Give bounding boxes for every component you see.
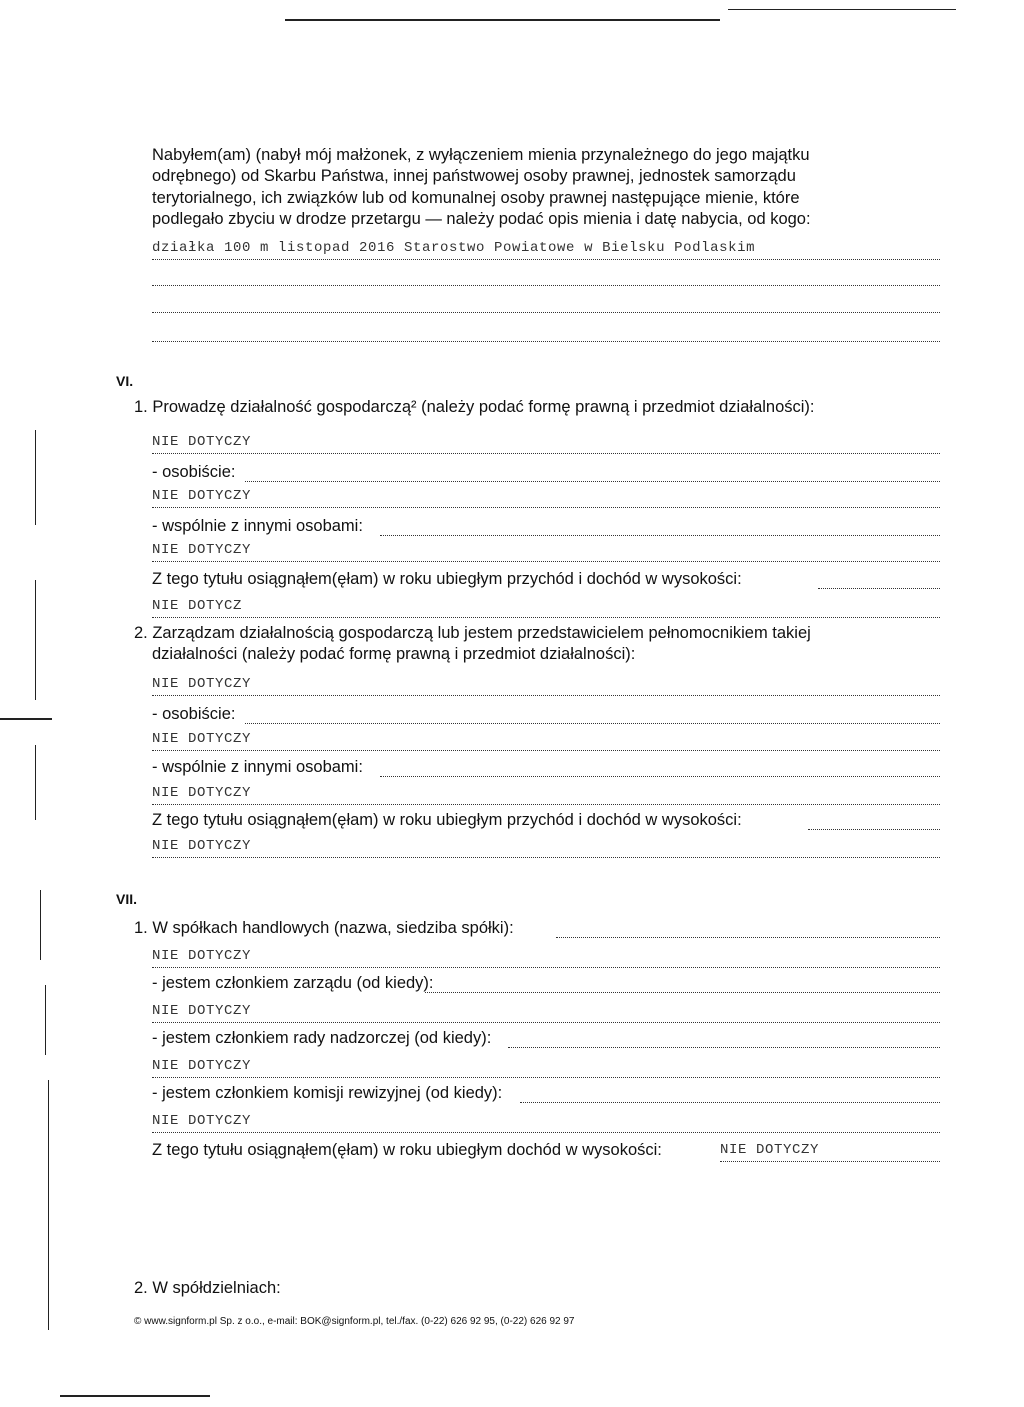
management-answer[interactable]: NIE DOTYCZY	[152, 673, 940, 696]
scan-artifact-bottom	[60, 1395, 210, 1397]
business-activity-question: 1. Prowadzę działalność gospodarczą² (należy podać formę prawną i przedmiot działalności):	[134, 398, 815, 416]
intro-blank-line-2[interactable]	[152, 311, 940, 313]
audit-committee-line[interactable]	[520, 1101, 940, 1103]
supervisory-board-line[interactable]	[508, 1046, 940, 1048]
business-personal-line[interactable]	[245, 480, 940, 482]
companies-line[interactable]	[556, 936, 940, 938]
footer-copyright: © www.signform.pl Sp. z o.o., e-mail: BOK@signform.pl, tel./fax. (0-22) 626 92 95, (0-22) 626 92 97	[134, 1316, 575, 1327]
section-vii-heading: VII.	[116, 891, 138, 907]
business-personal-label: - osobiście:	[152, 463, 236, 481]
board-member-label: - jestem członkiem zarządu (od kiedy):	[152, 974, 434, 992]
management-question-line-1: 2. Zarządzam działalnością gospodarczą lub jestem przedstawicielem pełnomocnikiem takiej	[134, 624, 811, 642]
management-personal-label: - osobiście:	[152, 705, 236, 723]
intro-line-3: terytorialnego, ich związków lub od komunalnej osoby prawnej następujące mienie, które	[152, 189, 800, 207]
scan-artifact-left-4	[40, 890, 41, 960]
board-member-answer[interactable]: NIE DOTYCZY	[152, 1000, 940, 1023]
business-joint-label: - wspólnie z innymi osobami:	[152, 517, 363, 535]
scan-artifact-left-6	[48, 1080, 49, 1330]
audit-committee-label: - jestem członkiem komisji rewizyjnej (od kiedy):	[152, 1084, 503, 1102]
scan-artifact-left-mark	[0, 718, 52, 720]
business-joint-line[interactable]	[380, 534, 940, 536]
management-joint-answer[interactable]: NIE DOTYCZY	[152, 782, 940, 805]
scan-artifact-top-right	[728, 9, 956, 10]
intro-line-4: podlegało zbyciu w drodze przetargu — należy podać opis mienia i datę nabycia, od kogo:	[152, 210, 811, 228]
business-income-line[interactable]	[818, 587, 940, 589]
management-personal-answer[interactable]: NIE DOTYCZY	[152, 728, 940, 751]
scan-artifact-left-5	[45, 985, 46, 1055]
companies-income-answer[interactable]: NIE DOTYCZY	[720, 1139, 940, 1162]
intro-line-1: Nabyłem(am) (nabył mój małżonek, z wyłączeniem mienia przynależnego do jego majątku	[152, 146, 810, 164]
supervisory-board-answer[interactable]: NIE DOTYCZY	[152, 1055, 940, 1078]
business-personal-answer[interactable]: NIE DOTYCZY	[152, 485, 940, 508]
scan-artifact-left-1	[35, 430, 36, 525]
scan-artifact-left-2	[35, 580, 36, 700]
management-question-line-2: działalności (należy podać formę prawną i przedmiot działalności):	[152, 645, 636, 663]
intro-blank-line-3[interactable]	[152, 340, 940, 342]
management-joint-line[interactable]	[380, 775, 940, 777]
scan-artifact-left-3	[35, 745, 36, 820]
supervisory-board-label: - jestem członkiem rady nadzorczej (od kiedy):	[152, 1029, 492, 1047]
business-income-answer[interactable]: NIE DOTYCZ	[152, 595, 940, 618]
intro-line-2: odrębnego) od Skarbu Państwa, innej państwowej osoby prawnej, jednostek samorządu	[152, 167, 796, 185]
board-member-line[interactable]	[425, 991, 940, 993]
section-vi-heading: VI.	[116, 373, 134, 389]
companies-answer[interactable]: NIE DOTYCZY	[152, 945, 940, 968]
cooperatives-label: 2. W spółdzielniach:	[134, 1279, 281, 1297]
companies-question: 1. W spółkach handlowych (nazwa, siedziba spółki):	[134, 919, 514, 937]
management-income-label: Z tego tytułu osiągnąłem(ęłam) w roku ubiegłym przychód i dochód w wysokości:	[152, 811, 742, 829]
business-income-label: Z tego tytułu osiągnąłem(ęłam) w roku ubiegłym przychód i dochód w wysokości:	[152, 570, 742, 588]
management-income-answer[interactable]: NIE DOTYCZY	[152, 835, 940, 858]
intro-answer-field[interactable]: działka 100 m listopad 2016 Starostwo Powiatowe w Bielsku Podlaskim	[152, 237, 940, 260]
business-activity-answer[interactable]: NIE DOTYCZY	[152, 431, 940, 454]
audit-committee-answer[interactable]: NIE DOTYCZY	[152, 1110, 940, 1133]
management-joint-label: - wspólnie z innymi osobami:	[152, 758, 363, 776]
companies-income-label: Z tego tytułu osiągnąłem(ęłam) w roku ubiegłym dochód w wysokości:	[152, 1141, 662, 1159]
scan-artifact-top	[285, 19, 720, 21]
management-personal-line[interactable]	[245, 722, 940, 724]
business-joint-answer[interactable]: NIE DOTYCZY	[152, 539, 940, 562]
management-income-line[interactable]	[808, 828, 940, 830]
intro-blank-line-1[interactable]	[152, 284, 940, 286]
